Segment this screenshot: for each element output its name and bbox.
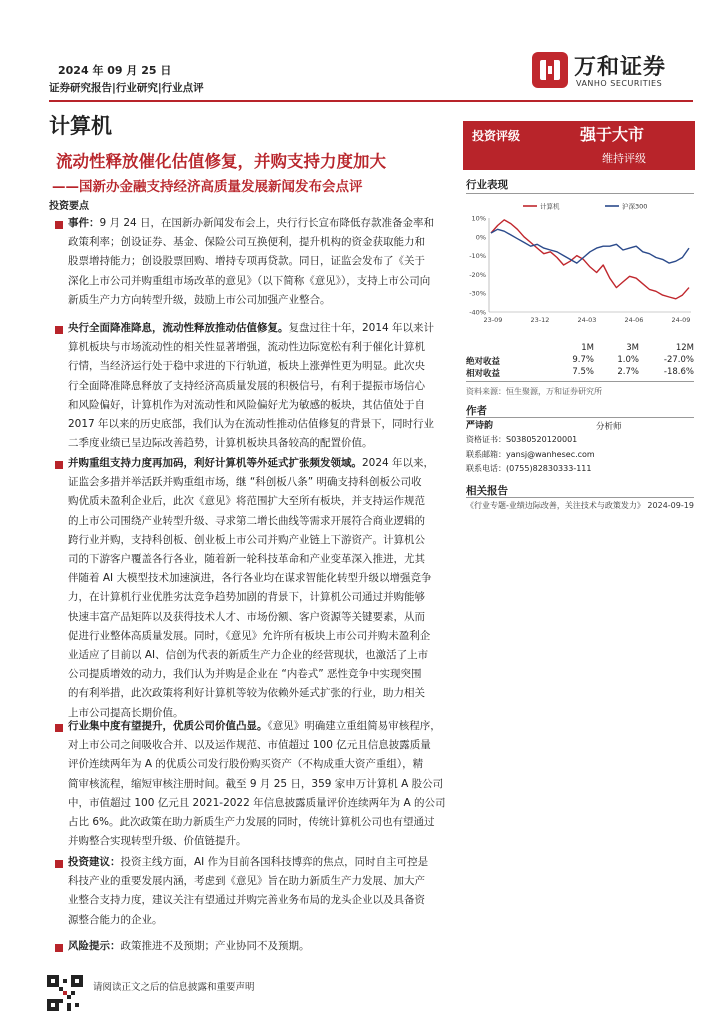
performance-table [466,343,694,379]
bullet-icon [55,724,63,732]
company-logo [532,52,692,92]
logo-english: VANHO SECURITIES [576,79,663,88]
legend-label: 沪深300 [622,202,648,211]
performance-heading: 行业表现 [466,179,508,191]
paragraph-liquidity: 央行全面降准降息，流动性释放推动估值修复。复盘过往十年，2014 年以来计 算机板块与市场流动性的相关性显著增强，流动性边际宽松有利于催化计算机 行情，当经济运行处于稳中求进的下行轨道，板块上涨弹性更为明显。此次央 行全面降准降息释放了支持经济高质量发展的积极信号，有利于提振市场信心 和风险偏好，计算机作为对流动性和风险偏好尤为敏感的板块，其估值处于自 2017 年以来的历史底部，我们认为在流动性推动估值修复的背景下，同时行业 二季度业绩已呈边际改善趋势，计算机板块具备较高的配置价值。 [68,322,435,450]
paragraph-concentration: 行业集中度有望提升，优质公司价值凸显。《意见》明确建立重组简易审核程序， 对上市公司之间吸收合并、以及运作规范、市值超过 100 亿元且信息披露质量 评价连续两年为 A 的优质公司发行股份购买资产（不构成重大资产重组），精 简审核流程，缩短审核注册时间。截至 9 月 25 日，359 家申万计算机 A 股公司 中，市值超过 100 亿元且 2021-2022 年信息披露质量评价连续两年为 A 的公司 占比 6%。此次政策在助力新质生产力发展的同时，传统计算机公司也有望通过 并购整合实现转型升级、价值链提升。 [68,720,446,848]
paragraph-lead: 事件： [68,217,100,229]
related-heading: 相关报告 [466,485,508,497]
breadcrumb: 证券研究报告|行业研究|行业点评 [49,82,204,94]
qr-code-icon [47,975,83,1011]
sector-name: 计算机 [49,114,112,138]
y-tick-label: 10% [471,214,486,223]
row-label: 相对收益 [466,369,501,379]
y-tick-label: -20% [469,270,486,279]
report-subtitle: ——国新办金融支持经济高质量发展新闻发布会点评 [52,179,363,195]
column-header: 12M [675,343,694,353]
key-points-heading: 投资要点 [49,201,89,212]
analyst-phone: 联系电话：(0755)82830333-111 [466,464,592,473]
paragraph-event: 事件：9 月 24 日，在国新办新闻发布会上，央行行长宣布降低存款准备金率和 政策利率；创设证券、基金、保险公司互换便利，提升机构的资金获取能力和 股票增持能力；创设股票回购、增持专项再贷款。同日，证监会发布了《关于 深化上市公司并购重组市场改革的意见》（以下简称《意见》），支持上市公司向 新质生产力方向转型升级，鼓励上市公司加强产业整合。 [68,217,435,306]
header-rule [49,100,693,102]
table-row [466,367,694,379]
paragraph-lead: 并购重组支持力度再加码，利好计算机等外延式扩张频发领域。 [68,457,362,469]
y-tick-label: -10% [469,252,486,261]
table-cell: 9.7% [572,355,594,365]
y-tick-label: -40% [469,308,486,317]
bullet-icon [55,326,63,334]
logo-chinese: 万和证券 [574,55,667,80]
table-cell: 7.5% [572,367,594,377]
table-cell: -18.6% [663,367,694,377]
table-row [466,355,694,367]
performance-header-row [466,343,694,355]
analyst-name: 严诗韵 [466,421,494,431]
series-line-csi300 [491,229,689,263]
analyst-cert: 资格证书：S0380520120001 [466,435,578,444]
bullet-icon [55,944,63,952]
paragraph-lead: 投资建议： [68,856,121,868]
analyst-role: 分析师 [596,422,622,432]
report-date: 2024 年 09 月 25 日 [58,64,172,77]
x-tick-label: 24-03 [577,316,597,324]
footer-disclaimer: 请阅读正文之后的信息披露和重要声明 [93,982,255,993]
y-tick-label: 0% [475,233,486,242]
report-title: 流动性释放催化估值修复，并购支持力度加大 [56,152,386,171]
bullet-icon [55,860,63,868]
bullet-icon [55,221,63,229]
paragraph-lead: 风险提示： [68,940,121,952]
paragraph-risk: 风险提示：政策推进不及预期；产业协同不及预期。 [68,940,310,952]
x-tick-label: 23-12 [530,316,550,324]
x-tick-label: 24-09 [671,316,691,324]
paragraph-lead: 行业集中度有望提升，优质公司价值凸显。 [68,720,268,732]
table-cell: 2.7% [617,367,639,377]
related-rule [466,497,694,498]
performance-rule [466,193,694,194]
paragraph-mna: 并购重组支持力度再加码，利好计算机等外延式扩张频发领域。2024 年以来， 证监会多措并举活跃并购重组市场，继 “科创板八条” 明确支持科创板公司收 购优质未盈利企业后，此次《意见》将范围扩大至所有板块，并支持运作规范 的上市公司围绕产业转型升级、寻求第二增长曲线等需求开展符合商业逻辑的 跨行业并购，支持科创板、创业板上市公司并购产业链上下游资产。计算机公 司的下游客户覆盖各行各业，随着新一轮科技革命和产业变革深入推进，尤其 伴随着 AI 大模型技术加速演进，各行各业均在谋求智能化转型升级以增强竞争 力，在计算机行业优胜劣汰竞争趋势加剧的背景下，计算机公司通过并购能够 快速丰富产品矩阵以及获得技术人才、市场份额、客户资源等关键要素，从而 促进行业整体高质量发展。同时，《意见》允许所有板块上市公司并购未盈利企 业适应了目前以 AI、信创为代表的新质生产力企业的经营现状，也激活了上市 公司提质增效的动力，我们认为并购是企业在 “内卷式” 恶性竞争中实现突围 的有利举措，此次政策将利好计算机等较为依赖外延式扩张的行业，助力相关 上市公司提高长期价值。 [68,457,435,719]
column-header: 3M [626,343,639,353]
row-label: 绝对收益 [466,357,501,367]
rating-value: 强于大市 [580,125,645,144]
table-rule [466,381,694,382]
analyst-heading: 作者 [466,405,487,417]
analyst-email[interactable]: 联系邮箱：yansj@wanhesec.com [466,450,595,459]
x-tick-label: 23-09 [483,316,503,324]
table-cell: 1.0% [617,355,639,365]
related-report-link[interactable]: 《行业专题-业绩边际改善，关注技术与政策发力》 2024-09-19 [466,501,694,510]
rating-action: 维持评级 [602,152,646,165]
rating-label: 投资评级 [472,129,521,143]
paragraph-investment-advice: 投资建议：投资主线方面，AI 作为目前各国科技博弈的焦点，同时自主可控是 科技产业的重要发展内涵，考虑到《意见》旨在助力新质生产力发展、加大产 业整合支持力度，建议关注有望通过并购完善业务布局的龙头企业以及具备资 源整合能力的企业。 [68,856,429,926]
bullet-icon [55,461,63,469]
data-source: 资料来源：恒生聚源，万和证券研究所 [466,387,602,396]
logo-mark-icon [532,52,568,88]
analyst-rule [466,417,694,418]
paragraph-lead: 央行全面降准降息，流动性释放推动估值修复。 [68,322,289,334]
industry-performance-chart [463,196,695,334]
x-tick-label: 24-06 [624,316,644,324]
column-header: 1M [581,343,594,353]
table-cell: -27.0% [663,355,694,365]
legend-label: 计算机 [540,202,560,211]
y-tick-label: -30% [469,289,486,298]
series-line-computer [491,220,689,299]
